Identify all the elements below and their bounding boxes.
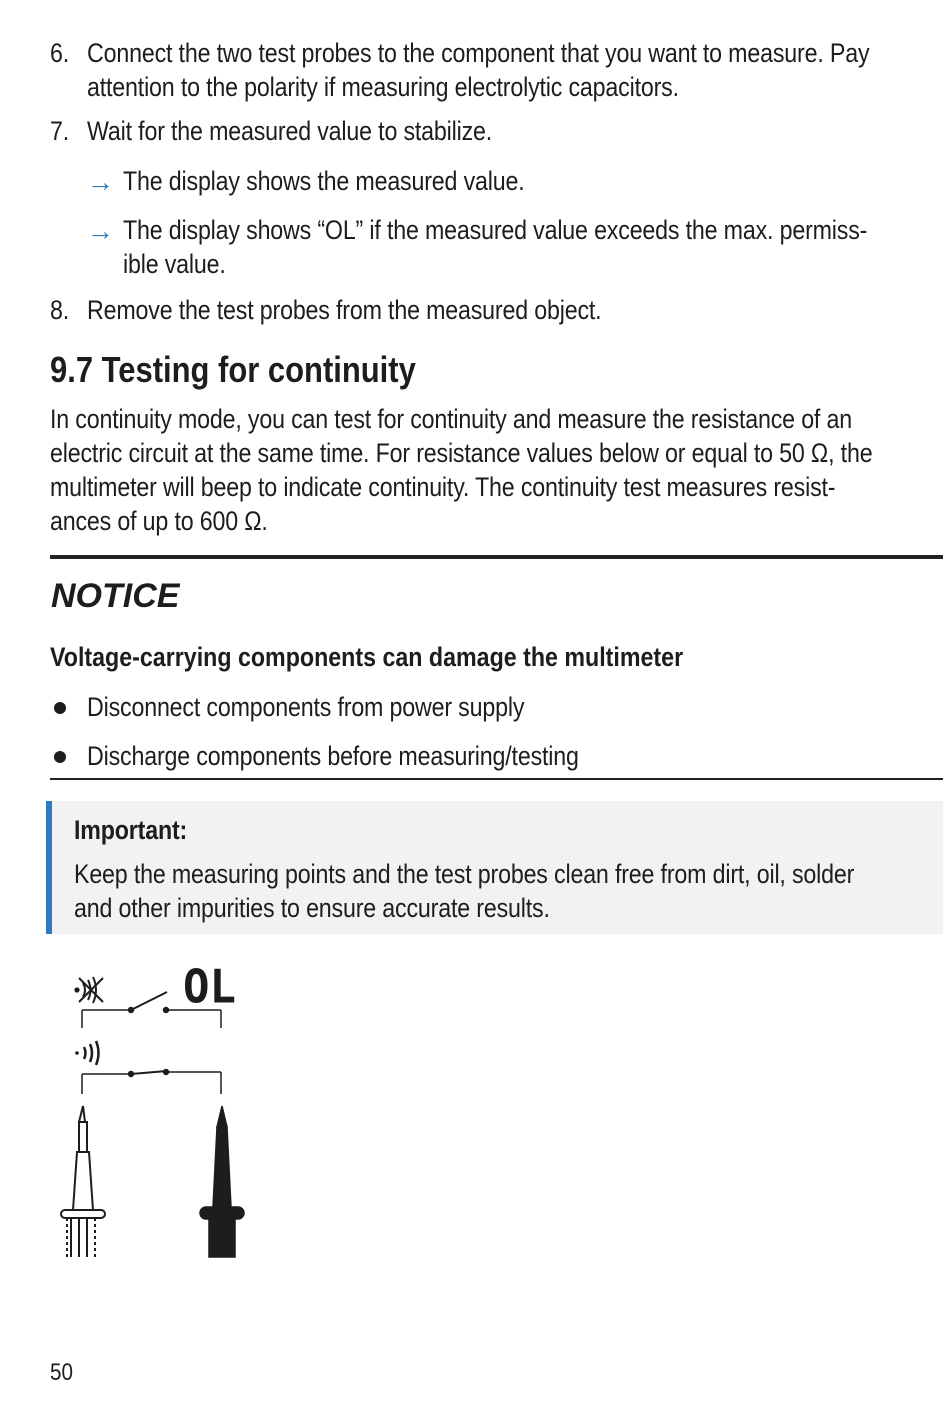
important-title: Important: bbox=[74, 815, 188, 845]
result-text-line: ible value. bbox=[123, 249, 226, 279]
step-text-line: Connect the two test probes to the component that you want to measure. Pay bbox=[87, 38, 870, 68]
section-heading-text: 9.7 Testing for continuity bbox=[50, 349, 416, 390]
important-text-line: and other impurities to ensure accurate results. bbox=[74, 893, 550, 923]
notice-heading: NOTICE bbox=[51, 577, 180, 615]
section-heading bbox=[50, 348, 475, 392]
display-reading: OL bbox=[183, 959, 236, 1014]
notice-top-rule bbox=[50, 555, 943, 559]
bullet-dot-icon bbox=[54, 702, 66, 714]
step-number: 6. bbox=[50, 38, 70, 68]
paragraph-line: electric circuit at the same time. For resistance values below or equal to 50 Ω, the bbox=[50, 438, 873, 468]
paragraph-line: In continuity mode, you can test for continuity and measure the resistance of an bbox=[50, 404, 852, 434]
continuity-test-figure bbox=[55, 952, 255, 1262]
arrow-right-icon: → bbox=[87, 216, 114, 246]
step-number: 7. bbox=[50, 116, 70, 146]
notice-subheading bbox=[50, 640, 786, 674]
bullet-dot-icon bbox=[54, 751, 66, 763]
probe-black-icon bbox=[200, 1106, 244, 1257]
step-text-line: attention to the polarity if measuring electrolytic capacitors. bbox=[87, 72, 679, 102]
important-text-line: Keep the measuring points and the test probes clean free from dirt, oil, solder bbox=[74, 859, 855, 889]
page-number bbox=[50, 1358, 77, 1388]
paragraph-line: ances of up to 600 Ω. bbox=[50, 506, 268, 536]
paragraph-line: multimeter will beep to indicate continuity. The continuity test measures resist- bbox=[50, 472, 836, 502]
page-number-text: 50 bbox=[50, 1359, 73, 1386]
step-text-line: Remove the test probes from the measured object. bbox=[87, 295, 602, 325]
result-text-line: The display shows “OL” if the measured value exceeds the max. permiss- bbox=[123, 215, 868, 245]
continuity-off-icon bbox=[75, 977, 103, 1003]
bullet-text: Disconnect components from power supply bbox=[87, 692, 525, 722]
important-box bbox=[46, 801, 943, 934]
bullet-text: Discharge components before measuring/testing bbox=[87, 741, 579, 771]
arrow-right-icon: → bbox=[87, 167, 114, 197]
probe-red-icon bbox=[61, 1106, 105, 1257]
step-number: 8. bbox=[50, 295, 70, 325]
notice-bottom-rule bbox=[50, 778, 943, 780]
section-paragraph bbox=[50, 402, 950, 538]
notice-subheading-text: Voltage-carrying components can damage the multimeter bbox=[50, 642, 684, 672]
closed-switch bbox=[82, 1070, 221, 1095]
step-text-line: Wait for the measured value to stabilize. bbox=[87, 116, 493, 146]
continuity-beep-icon bbox=[75, 1041, 98, 1065]
result-text-line: The display shows the measured value. bbox=[123, 166, 525, 196]
